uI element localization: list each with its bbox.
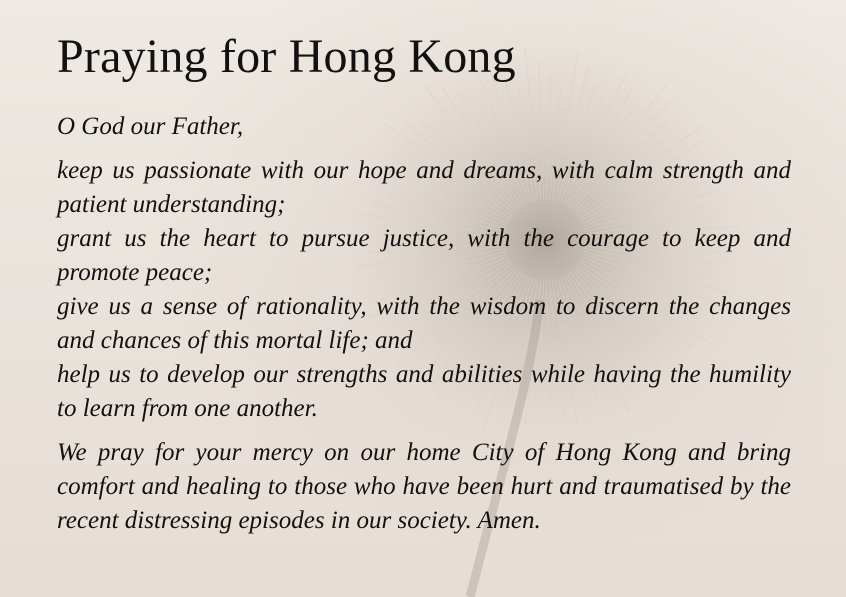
prayer-closing: We pray for your mercy on our home City of Hong Kong and bring comfort and healing to those who have been hurt and traumatised by the recent distressing episodes in our society. Amen. [57,439,791,534]
prayer-petition: grant us the heart to pursue justice, with the courage to keep and promote peace; [57,225,791,286]
prayer-petition: give us a sense of rationality, with the wisdom to discern the changes and chances of this mortal life; and [57,293,791,354]
prayer-text [57,110,791,538]
prayer-salutation: O God our Father, [57,113,244,140]
prayer-petition: help us to develop our strengths and abilities while having the humility to learn from one another. [57,361,791,422]
page-title: Praying for Hong Kong [57,30,516,83]
prayer-petition: keep us passionate with our hope and dreams, with calm strength and patient understanding; [57,157,791,218]
